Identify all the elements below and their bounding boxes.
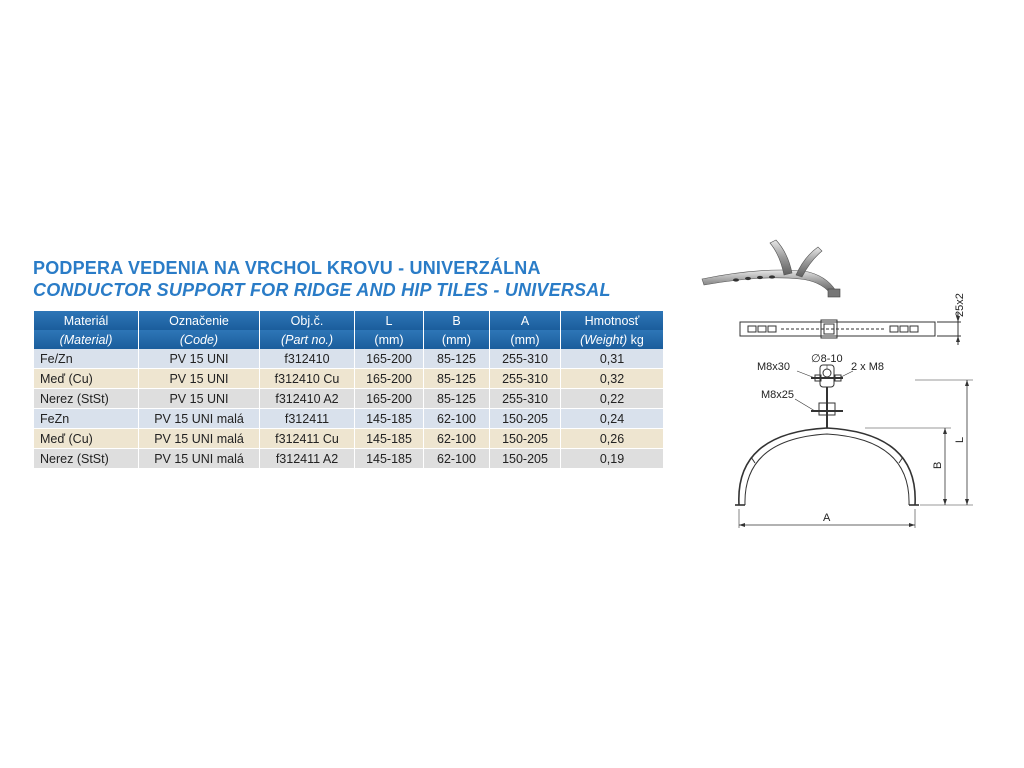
cell-material: Meď (Cu) xyxy=(34,429,138,449)
header-l: L xyxy=(355,311,423,330)
label-l: L xyxy=(954,436,966,443)
cell-l: 145-185 xyxy=(355,449,423,469)
cell-l: 165-200 xyxy=(355,369,423,389)
header-code: Označenie xyxy=(139,311,259,330)
leader-m8x30 xyxy=(797,371,815,378)
title-slovak: PODPERA VEDENIA NA VRCHOL KROVU - UNIVERZÁLNA xyxy=(33,258,541,278)
cell-material: Fe/Zn xyxy=(34,349,138,369)
table-row xyxy=(34,369,663,389)
header-material: Materiál xyxy=(34,311,138,330)
cell-weight: 0,22 xyxy=(561,389,663,409)
label-2xm8: 2 x M8 xyxy=(851,361,885,373)
cell-material: Nerez (StSt) xyxy=(34,449,138,469)
table-row xyxy=(34,449,663,469)
header-a: A xyxy=(490,311,560,330)
cell-code: PV 15 UNI xyxy=(139,389,259,409)
cell-a: 255-310 xyxy=(490,369,560,389)
cell-part: f312410 xyxy=(260,349,354,369)
cell-b: 85-125 xyxy=(424,389,489,409)
cell-weight: 0,24 xyxy=(561,409,663,429)
cell-l: 165-200 xyxy=(355,389,423,409)
dim-arrows xyxy=(739,316,969,527)
title-block xyxy=(33,257,713,301)
cell-part: f312410 Cu xyxy=(260,369,354,389)
table-row xyxy=(34,389,663,409)
support-arch-outer xyxy=(739,428,915,505)
table-row xyxy=(34,409,663,429)
title-english: CONDUCTOR SUPPORT FOR RIDGE AND HIP TILES - UNIVERSAL xyxy=(33,280,611,300)
cell-part: f312410 A2 xyxy=(260,389,354,409)
cell-part: f312411 Cu xyxy=(260,429,354,449)
label-m8x30: M8x30 xyxy=(757,361,791,373)
header-b: B xyxy=(424,311,489,330)
conductor-hole xyxy=(823,369,831,377)
cell-a: 255-310 xyxy=(490,389,560,409)
cell-a: 255-310 xyxy=(490,349,560,369)
cell-a: 150-205 xyxy=(490,409,560,429)
cell-code: PV 15 UNI malá xyxy=(139,409,259,429)
cell-weight: 0,31 xyxy=(561,349,663,369)
support-arch-inner xyxy=(745,434,909,505)
subheader-part: (Part no.) xyxy=(260,330,354,349)
subheader-weight-unit: kg xyxy=(630,332,644,347)
header-weight: Hmotnosť xyxy=(561,311,663,330)
subheader-weight-label: (Weight) xyxy=(580,332,628,347)
technical-drawing xyxy=(715,283,975,543)
cell-b: 62-100 xyxy=(424,409,489,429)
cell-material: Nerez (StSt) xyxy=(34,389,138,409)
cell-l: 145-185 xyxy=(355,429,423,449)
cell-part: f312411 xyxy=(260,409,354,429)
cell-b: 85-125 xyxy=(424,349,489,369)
cell-weight: 0,26 xyxy=(561,429,663,449)
subheader-b: (mm) xyxy=(424,330,489,349)
cell-a: 150-205 xyxy=(490,429,560,449)
cell-b: 85-125 xyxy=(424,369,489,389)
label-diameter: ∅8-10 xyxy=(811,353,843,365)
cell-l: 145-185 xyxy=(355,409,423,429)
cell-code: PV 15 UNI xyxy=(139,369,259,389)
leader-m8x25 xyxy=(795,399,815,411)
subheader-material: (Material) xyxy=(34,330,138,349)
table-row xyxy=(34,349,663,369)
cell-material: FeZn xyxy=(34,409,138,429)
subheader-l: (mm) xyxy=(355,330,423,349)
subheader-code: (Code) xyxy=(139,330,259,349)
subheader-row xyxy=(34,330,663,349)
cell-code: PV 15 UNI malá xyxy=(139,449,259,469)
cell-l: 165-200 xyxy=(355,349,423,369)
cell-code: PV 15 UNI xyxy=(139,349,259,369)
cell-b: 62-100 xyxy=(424,429,489,449)
header-row xyxy=(34,311,663,330)
cell-weight: 0,19 xyxy=(561,449,663,469)
header-part: Obj.č. xyxy=(260,311,354,330)
label-b: B xyxy=(932,461,944,469)
subheader-a: (mm) xyxy=(490,330,560,349)
cell-material: Meď (Cu) xyxy=(34,369,138,389)
subheader-weight xyxy=(561,330,663,349)
cell-weight: 0,32 xyxy=(561,369,663,389)
label-m8x25: M8x25 xyxy=(761,389,795,401)
table-row xyxy=(34,429,663,449)
arch-hook-right xyxy=(899,457,903,463)
arch-hook-left xyxy=(751,457,755,463)
cell-code: PV 15 UNI malá xyxy=(139,429,259,449)
cell-a: 150-205 xyxy=(490,449,560,469)
cell-b: 62-100 xyxy=(424,449,489,469)
label-a: A xyxy=(823,512,831,524)
spec-table xyxy=(33,311,664,469)
cell-part: f312411 A2 xyxy=(260,449,354,469)
label-25x2: 25x2 xyxy=(954,293,966,317)
